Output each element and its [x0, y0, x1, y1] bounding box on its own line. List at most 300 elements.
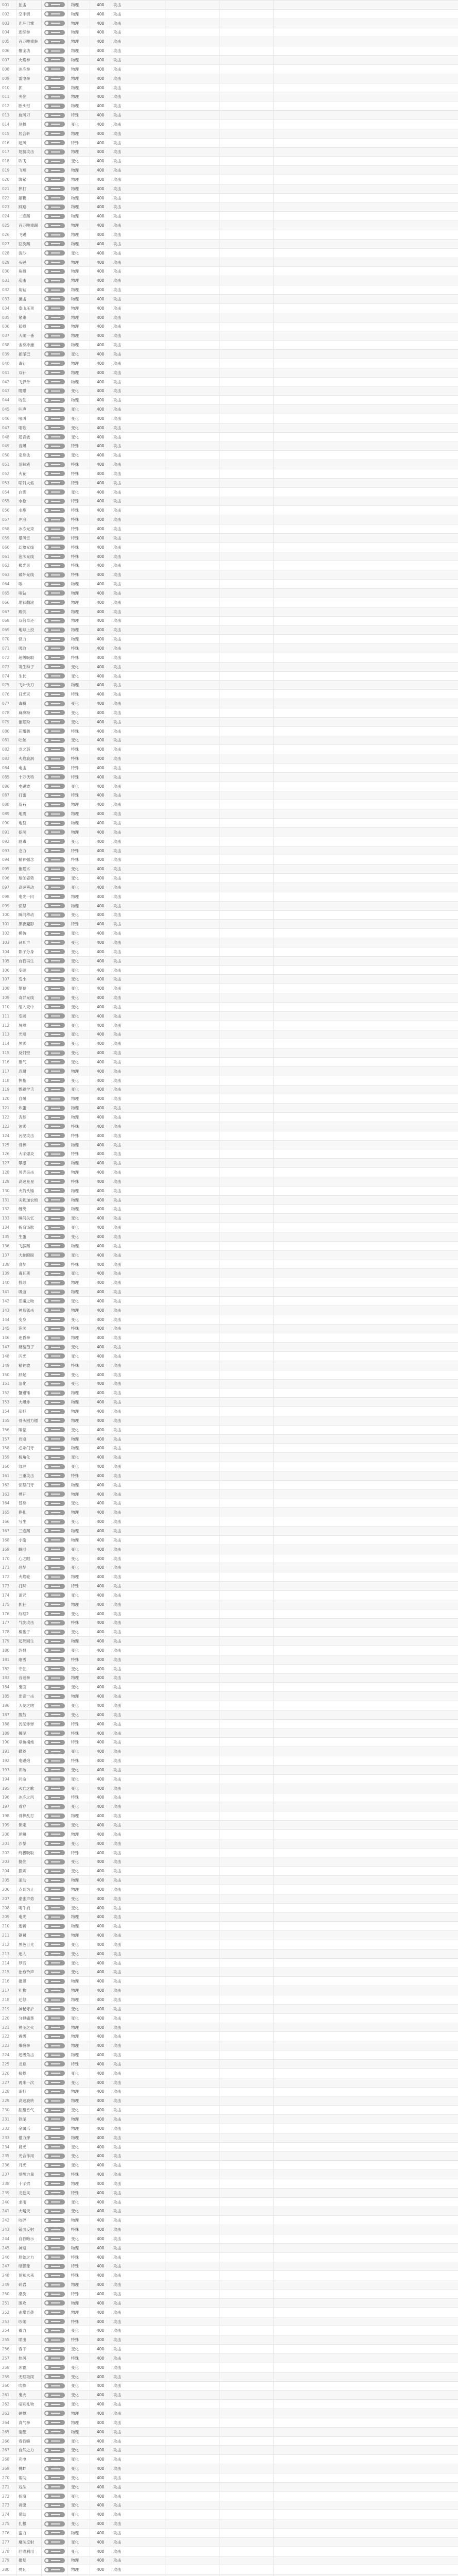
table-row	[0, 938, 458, 947]
effect-1: 攻击	[111, 1131, 165, 1140]
move-name: 火箭头锤	[17, 1186, 42, 1195]
move-price: 400	[90, 2308, 111, 2317]
table-row	[0, 800, 458, 809]
effect-3	[219, 1370, 274, 1379]
table-row	[0, 929, 458, 938]
move-number: 049	[0, 442, 17, 451]
type-badge-icon	[44, 278, 65, 283]
move-category: 物理	[68, 800, 90, 809]
effect-1: 攻击	[111, 2354, 165, 2363]
move-category: 物理	[68, 1168, 90, 1177]
move-name: 瞪眼	[17, 386, 42, 396]
move-number: 021	[0, 184, 17, 193]
move-number: 046	[0, 414, 17, 423]
move-price: 400	[90, 1094, 111, 1104]
move-number: 239	[0, 2188, 17, 2197]
effect-2	[165, 1066, 219, 1076]
move-name: 蛮力	[17, 2529, 42, 2538]
table-row	[0, 1563, 458, 1572]
move-number: 162	[0, 1480, 17, 1489]
move-name: 连环巴掌	[17, 19, 42, 28]
move-category: 特殊	[68, 1361, 90, 1370]
move-category: 变化	[68, 965, 90, 975]
move-number: 067	[0, 607, 17, 616]
move-name: 瞬间失忆	[17, 1214, 42, 1223]
type-badge	[42, 1388, 68, 1398]
move-number: 166	[0, 1517, 17, 1527]
move-number: 234	[0, 2142, 17, 2151]
move-name: 寄生种子	[17, 662, 42, 671]
type-badge	[42, 377, 68, 386]
move-category: 物理	[68, 2529, 90, 2538]
move-price: 400	[90, 2179, 111, 2188]
effect-1: 攻击	[111, 1628, 165, 1637]
type-badge	[42, 1545, 68, 1554]
type-badge-icon	[44, 1345, 65, 1350]
move-category: 特殊	[68, 764, 90, 773]
move-number: 217	[0, 1986, 17, 1995]
move-number: 072	[0, 653, 17, 662]
effect-2	[165, 819, 219, 828]
effect-1: 攻击	[111, 984, 165, 993]
move-category: 变化	[68, 1839, 90, 1848]
move-name: 充电	[17, 2455, 42, 2464]
table-row	[0, 285, 458, 295]
move-category: 变化	[68, 1958, 90, 1968]
effect-2	[165, 589, 219, 598]
type-badge	[42, 1131, 68, 1140]
effect-1: 攻击	[111, 2308, 165, 2317]
table-row	[0, 1140, 458, 1149]
move-category: 变化	[68, 1784, 90, 1793]
effect-2	[165, 56, 219, 65]
move-name: 借助	[17, 2510, 42, 2519]
spacer	[274, 837, 458, 846]
move-category: 物理	[68, 892, 90, 901]
move-number: 094	[0, 855, 17, 865]
effect-2	[165, 1517, 219, 1527]
spacer	[274, 726, 458, 736]
move-category: 物理	[68, 267, 90, 276]
type-badge-icon	[44, 2, 65, 7]
effect-2	[165, 1296, 219, 1306]
move-price: 400	[90, 2087, 111, 2096]
move-price: 400	[90, 598, 111, 607]
type-badge-icon	[44, 618, 65, 623]
move-number: 083	[0, 754, 17, 764]
effect-1: 攻击	[111, 2510, 165, 2519]
move-category: 物理	[68, 184, 90, 193]
move-number: 150	[0, 1370, 17, 1379]
move-name: 求雨	[17, 2197, 42, 2207]
type-badge	[42, 717, 68, 726]
effect-2	[165, 690, 219, 699]
move-name: 扮演	[17, 2492, 42, 2501]
move-price: 400	[90, 414, 111, 423]
move-category: 物理	[68, 193, 90, 202]
table-row	[0, 1223, 458, 1232]
move-price: 400	[90, 1287, 111, 1297]
effect-1: 攻击	[111, 625, 165, 635]
move-number: 163	[0, 1489, 17, 1499]
type-badge	[42, 644, 68, 653]
spacer	[274, 589, 458, 598]
move-number: 216	[0, 1977, 17, 1986]
type-badge-icon	[44, 1363, 65, 1368]
type-badge	[42, 74, 68, 83]
type-badge-icon	[44, 1565, 65, 1570]
effect-1: 攻击	[111, 1664, 165, 1673]
move-price: 400	[90, 2529, 111, 2538]
move-price: 400	[90, 1, 111, 10]
table-row	[0, 138, 458, 147]
table-row	[0, 1453, 458, 1462]
move-price: 400	[90, 1306, 111, 1315]
table-row	[0, 193, 458, 202]
move-category: 特殊	[68, 1728, 90, 1738]
effect-3	[219, 506, 274, 515]
spacer	[274, 92, 458, 101]
move-price: 400	[90, 2050, 111, 2060]
effect-1: 攻击	[111, 1517, 165, 1527]
type-badge	[42, 681, 68, 690]
move-category: 特殊	[68, 745, 90, 754]
move-number: 248	[0, 2271, 17, 2280]
move-number: 195	[0, 1784, 17, 1793]
spacer	[274, 644, 458, 653]
move-price: 400	[90, 2400, 111, 2409]
move-category: 变化	[68, 386, 90, 396]
move-number: 068	[0, 616, 17, 625]
table-row	[0, 1646, 458, 1655]
effect-2	[165, 460, 219, 469]
move-name: 摇尾巴	[17, 350, 42, 359]
effect-1: 攻击	[111, 1388, 165, 1398]
move-price: 400	[90, 2216, 111, 2225]
type-badge	[42, 295, 68, 304]
move-price: 400	[90, 2427, 111, 2436]
spacer	[274, 736, 458, 745]
type-badge-icon	[44, 527, 65, 532]
spacer	[274, 1407, 458, 1416]
move-name: 双针	[17, 368, 42, 377]
spacer	[274, 910, 458, 920]
move-category: 特殊	[68, 2225, 90, 2234]
effect-2	[165, 28, 219, 37]
table-row	[0, 819, 458, 828]
type-badge-icon	[44, 296, 65, 301]
move-number: 247	[0, 2262, 17, 2271]
spacer	[274, 653, 458, 662]
move-name: 毒针	[17, 359, 42, 368]
effect-3	[219, 1048, 274, 1058]
move-name: 撞击	[17, 295, 42, 304]
move-price: 400	[90, 1958, 111, 1968]
move-category: 变化	[68, 2142, 90, 2151]
move-price: 400	[90, 175, 111, 184]
type-badge	[42, 1361, 68, 1370]
move-category: 物理	[68, 1407, 90, 1416]
effect-2	[165, 1140, 219, 1149]
move-price: 400	[90, 1398, 111, 1407]
move-name: 灭亡之歌	[17, 1784, 42, 1793]
move-category: 物理	[68, 809, 90, 819]
type-badge-icon	[44, 1510, 65, 1515]
spacer	[274, 1140, 458, 1149]
type-badge-icon	[44, 508, 65, 513]
move-name: 空手劈	[17, 9, 42, 19]
move-number: 129	[0, 1177, 17, 1187]
spacer	[274, 19, 458, 28]
spacer	[274, 791, 458, 800]
effect-1: 攻击	[111, 1857, 165, 1867]
type-badge-icon	[44, 1161, 65, 1166]
effect-1: 攻击	[111, 782, 165, 791]
move-name: 怨恨	[17, 1646, 42, 1655]
effect-3	[219, 837, 274, 846]
table-row	[0, 809, 458, 819]
effect-2	[165, 1, 219, 10]
effect-1: 攻击	[111, 1278, 165, 1287]
table-row	[0, 865, 458, 874]
type-badge-icon	[44, 39, 65, 44]
table-row	[0, 644, 458, 653]
move-price: 400	[90, 442, 111, 451]
effect-1: 攻击	[111, 2547, 165, 2556]
effect-1: 攻击	[111, 975, 165, 984]
move-category: 物理	[68, 1922, 90, 1931]
move-number: 044	[0, 396, 17, 405]
move-name: 鹦鹉学舌	[17, 1085, 42, 1094]
move-name: 黑色目光	[17, 1940, 42, 1950]
move-name: 毒瓦斯	[17, 1269, 42, 1278]
move-category: 变化	[68, 2446, 90, 2455]
move-price: 400	[90, 1628, 111, 1637]
move-name: 破坏光线	[17, 570, 42, 580]
effect-1: 攻击	[111, 1582, 165, 1591]
move-number: 010	[0, 83, 17, 92]
move-number: 259	[0, 2372, 17, 2381]
move-number: 084	[0, 764, 17, 773]
move-number: 174	[0, 1590, 17, 1600]
effect-2	[165, 414, 219, 423]
effect-3	[219, 1379, 274, 1388]
spacer	[274, 819, 458, 828]
move-category: 变化	[68, 1517, 90, 1527]
move-price: 400	[90, 580, 111, 589]
move-price: 400	[90, 745, 111, 754]
move-category: 物理	[68, 202, 90, 212]
move-price: 400	[90, 1085, 111, 1094]
move-category: 物理	[68, 1637, 90, 1646]
move-price: 400	[90, 2372, 111, 2381]
type-badge-icon	[44, 361, 65, 366]
move-number: 045	[0, 405, 17, 414]
effect-2	[165, 598, 219, 607]
type-badge-icon	[44, 664, 65, 669]
table-row	[0, 1398, 458, 1407]
move-name: 啄钻	[17, 589, 42, 598]
type-badge-icon	[44, 894, 65, 899]
type-badge-icon	[44, 1023, 65, 1028]
effect-3	[219, 166, 274, 175]
move-price: 400	[90, 1416, 111, 1425]
type-badge-icon	[44, 1262, 65, 1267]
effect-2	[165, 515, 219, 524]
table-row	[0, 147, 458, 157]
effect-3	[219, 552, 274, 561]
move-category: 特殊	[68, 2290, 90, 2299]
move-category: 特殊	[68, 1260, 90, 1269]
effect-3	[219, 910, 274, 920]
type-badge	[42, 1563, 68, 1572]
effect-3	[219, 1214, 274, 1223]
effect-2	[165, 359, 219, 368]
effect-1: 攻击	[111, 2372, 165, 2381]
effect-3	[219, 717, 274, 726]
move-number: 196	[0, 1793, 17, 1802]
type-badge-icon	[44, 1335, 65, 1341]
spacer	[274, 1425, 458, 1434]
type-badge-icon	[44, 379, 65, 384]
type-badge	[42, 1572, 68, 1582]
effect-2	[165, 984, 219, 993]
type-badge-icon	[44, 260, 65, 265]
type-badge	[42, 1030, 68, 1039]
type-badge-icon	[44, 1602, 65, 1607]
move-number: 198	[0, 1811, 17, 1821]
spacer	[274, 120, 458, 129]
spacer	[274, 74, 458, 83]
move-name: 细雪	[17, 1655, 42, 1664]
type-badge	[42, 635, 68, 644]
effect-1: 攻击	[111, 1085, 165, 1094]
type-badge	[42, 580, 68, 589]
move-category: 特殊	[68, 111, 90, 120]
effect-2	[165, 800, 219, 809]
effect-1: 攻击	[111, 101, 165, 111]
effect-3	[219, 258, 274, 267]
effect-1: 攻击	[111, 855, 165, 865]
table-row	[0, 157, 458, 166]
move-category: 物理	[68, 175, 90, 184]
effect-2	[165, 74, 219, 83]
spacer	[274, 975, 458, 984]
table-row	[0, 855, 458, 865]
type-badge-icon	[44, 912, 65, 918]
type-badge-icon	[44, 554, 65, 559]
spacer	[274, 662, 458, 671]
effect-1: 攻击	[111, 580, 165, 589]
move-category: 物理	[68, 64, 90, 74]
move-category: 变化	[68, 2381, 90, 2391]
table-row	[0, 1361, 458, 1370]
move-name: 溶解液	[17, 460, 42, 469]
type-badge	[42, 285, 68, 295]
move-name: 叫声	[17, 405, 42, 414]
effect-3	[219, 543, 274, 552]
spacer	[274, 1021, 458, 1030]
move-category: 变化	[68, 1710, 90, 1719]
spacer	[274, 1590, 458, 1600]
move-category: 特殊	[68, 138, 90, 147]
type-badge-icon	[44, 774, 65, 779]
move-name: 迷人	[17, 1949, 42, 1958]
table-row	[0, 754, 458, 764]
move-category: 变化	[68, 1701, 90, 1710]
effect-2	[165, 1398, 219, 1407]
table-row	[0, 350, 458, 359]
table-row	[0, 1388, 458, 1398]
move-category: 特殊	[68, 1848, 90, 1857]
move-category: 变化	[68, 1774, 90, 1784]
move-name: 分担痛楚	[17, 2013, 42, 2023]
effect-1: 攻击	[111, 1949, 165, 1958]
move-number: 134	[0, 1223, 17, 1232]
type-badge-icon	[44, 416, 65, 421]
move-number: 090	[0, 819, 17, 828]
type-badge	[42, 598, 68, 607]
type-badge	[42, 1076, 68, 1085]
move-name: 替身	[17, 1499, 42, 1508]
type-badge-icon	[44, 802, 65, 807]
type-badge	[42, 708, 68, 717]
move-price: 400	[90, 28, 111, 37]
effect-2	[165, 920, 219, 929]
move-name: 写生	[17, 1517, 42, 1527]
move-name: 地裂	[17, 819, 42, 828]
effect-3	[219, 157, 274, 166]
effect-1: 攻击	[111, 947, 165, 956]
move-name: 潮旋	[17, 2290, 42, 2299]
effect-3	[219, 1628, 274, 1637]
move-number: 243	[0, 2225, 17, 2234]
effect-3	[219, 175, 274, 184]
move-number: 185	[0, 1692, 17, 1701]
effect-3	[219, 64, 274, 74]
move-name: 出奇一击	[17, 1692, 42, 1701]
move-name: 超音波	[17, 432, 42, 442]
effect-1: 攻击	[111, 1609, 165, 1618]
move-name: 紧束	[17, 313, 42, 322]
move-name: 晨光	[17, 2142, 42, 2151]
effect-1: 攻击	[111, 837, 165, 846]
effect-1: 攻击	[111, 221, 165, 230]
effect-3	[219, 809, 274, 819]
table-row	[0, 1, 458, 10]
move-category: 物理	[68, 1912, 90, 1922]
effect-1: 攻击	[111, 1195, 165, 1205]
table-row	[0, 295, 458, 304]
type-badge-icon	[44, 1142, 65, 1147]
move-price: 400	[90, 2519, 111, 2529]
type-badge-icon	[44, 113, 65, 118]
move-price: 400	[90, 193, 111, 202]
effect-3	[219, 341, 274, 350]
effect-2	[165, 681, 219, 690]
move-number: 164	[0, 1499, 17, 1508]
effect-2	[165, 956, 219, 965]
type-badge	[42, 662, 68, 671]
effect-3	[219, 570, 274, 580]
spacer	[274, 993, 458, 1003]
effect-1: 攻击	[111, 1738, 165, 1747]
move-category: 特殊	[68, 2335, 90, 2345]
effect-3	[219, 1489, 274, 1499]
move-name: 撒菱	[17, 1747, 42, 1756]
type-badge	[42, 1094, 68, 1104]
move-number: 151	[0, 1379, 17, 1388]
